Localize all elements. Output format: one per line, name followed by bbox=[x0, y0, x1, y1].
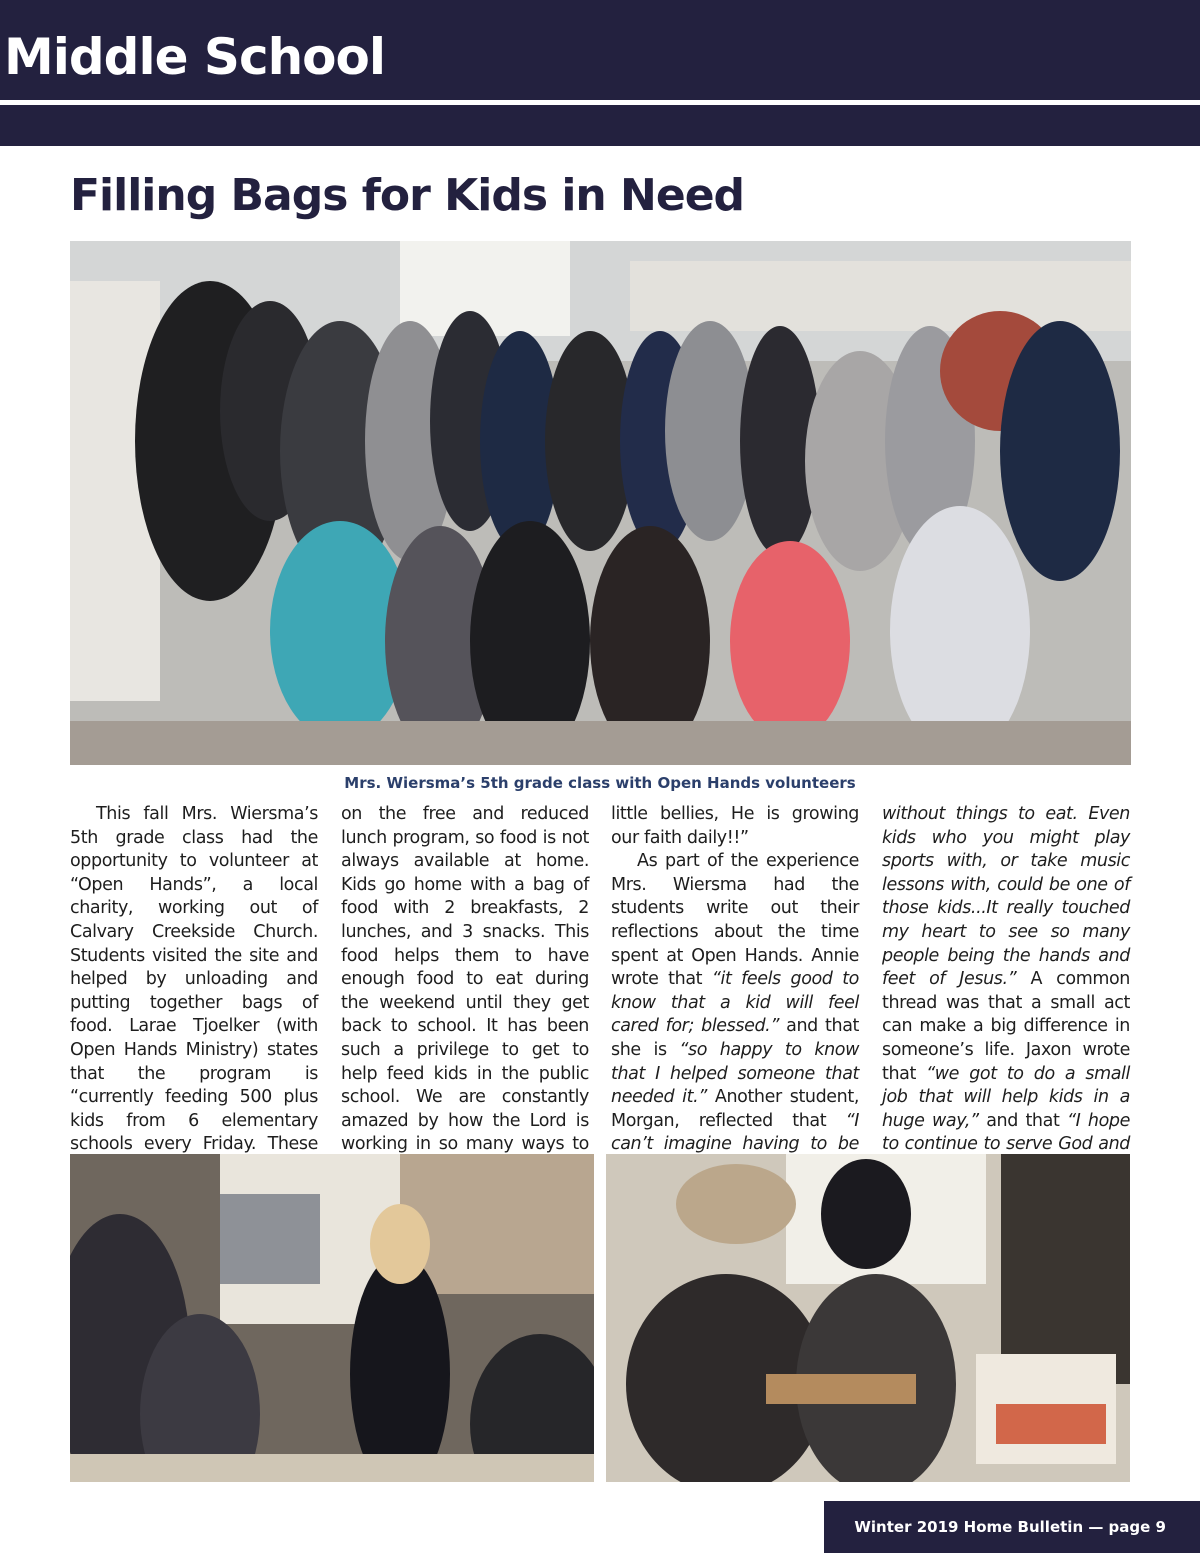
footer-page-label: Winter 2019 Home Bulletin — page 9 bbox=[824, 1501, 1200, 1553]
pantry-photo-illustration bbox=[70, 1154, 594, 1482]
section-title: Middle School bbox=[4, 28, 386, 86]
column-4-paragraph bbox=[882, 803, 1130, 1181]
students-pantry-photo bbox=[70, 1154, 594, 1482]
column-3-paragraph-2 bbox=[611, 850, 859, 1180]
text-run: Another student, Morgan, reflected that bbox=[611, 1087, 859, 1131]
text-run: and that she is bbox=[611, 1016, 859, 1060]
quote-annie-2: “so happy to know that I helped someone that needed it.” bbox=[611, 1039, 859, 1108]
students-clipboard-photo bbox=[606, 1154, 1130, 1482]
column-2-paragraph: on the free and reduced lunch program, so food is not always available at home. Kids go home with a bag of food with 2 breakfasts, 2 lunches, and 3 snacks. This food helps them to have enough food to eat during the weekend until they get back to school. It has been such a privilege to get to help feed kids in the public school. We are constantly amazed by how the Lord is working in so many ways to bbox=[341, 804, 589, 1155]
header-band bbox=[0, 0, 1200, 146]
main-photo-caption: Mrs. Wiersma’s 5th grade class with Open Hands volunteers bbox=[344, 774, 856, 792]
text-run: As part of the experience Mrs. Wiersma had the students write out their reflections about the time spent at Open Hands. Annie wrote that bbox=[611, 851, 859, 990]
column-1-paragraph: This fall Mrs. Wiersma’s 5th grade class had the opportunity to volunteer at “Open Hands”, a local charity, working out of Calvary Creekside Church. Students visited the site and helped by unloading and putting together bags of food. Larae Tjoelker (with Open Hands Ministry) states that the program is “currently feeding 500 plus kids from 6 elementary schools every Friday. These bbox=[70, 804, 318, 1155]
quote-annie-1: “it feels good to know that a kid will feel cared for; blessed.” bbox=[611, 969, 859, 1037]
quote-morgan-continued: without things to eat. Even kids who you might play sports with, or take music lessons with, could be one of those kids...It really touched my heart to see so many people being the hands and feet of Jesus.” bbox=[882, 804, 1130, 990]
quote-jaxon-2: “I hope to continue to serve God and bbox=[882, 1110, 1130, 1155]
quote-morgan: “I can’t imagine having to be bbox=[611, 1110, 859, 1155]
quote-jaxon-1: “we got to do a small job that will help kids in a huge way,” bbox=[882, 1063, 1130, 1131]
article-column-4 bbox=[882, 803, 1130, 1181]
text-run: and that bbox=[978, 1110, 1067, 1131]
article-title: Filling Bags for Kids in Need bbox=[70, 170, 745, 221]
article-column-3 bbox=[611, 803, 859, 1181]
column-3-paragraph-1: little bellies, He is growing our faith daily!!” bbox=[611, 804, 859, 848]
article-column-1 bbox=[70, 803, 318, 1181]
class-group-photo bbox=[70, 241, 1131, 765]
header-rule bbox=[0, 100, 1200, 105]
clipboard-photo-illustration bbox=[606, 1154, 1130, 1482]
article-column-2 bbox=[341, 803, 589, 1181]
group-photo-illustration bbox=[70, 241, 1131, 765]
text-run: A common thread was that a small act can make a big difference in someone’s life. Jaxon wrote that bbox=[882, 969, 1130, 1084]
